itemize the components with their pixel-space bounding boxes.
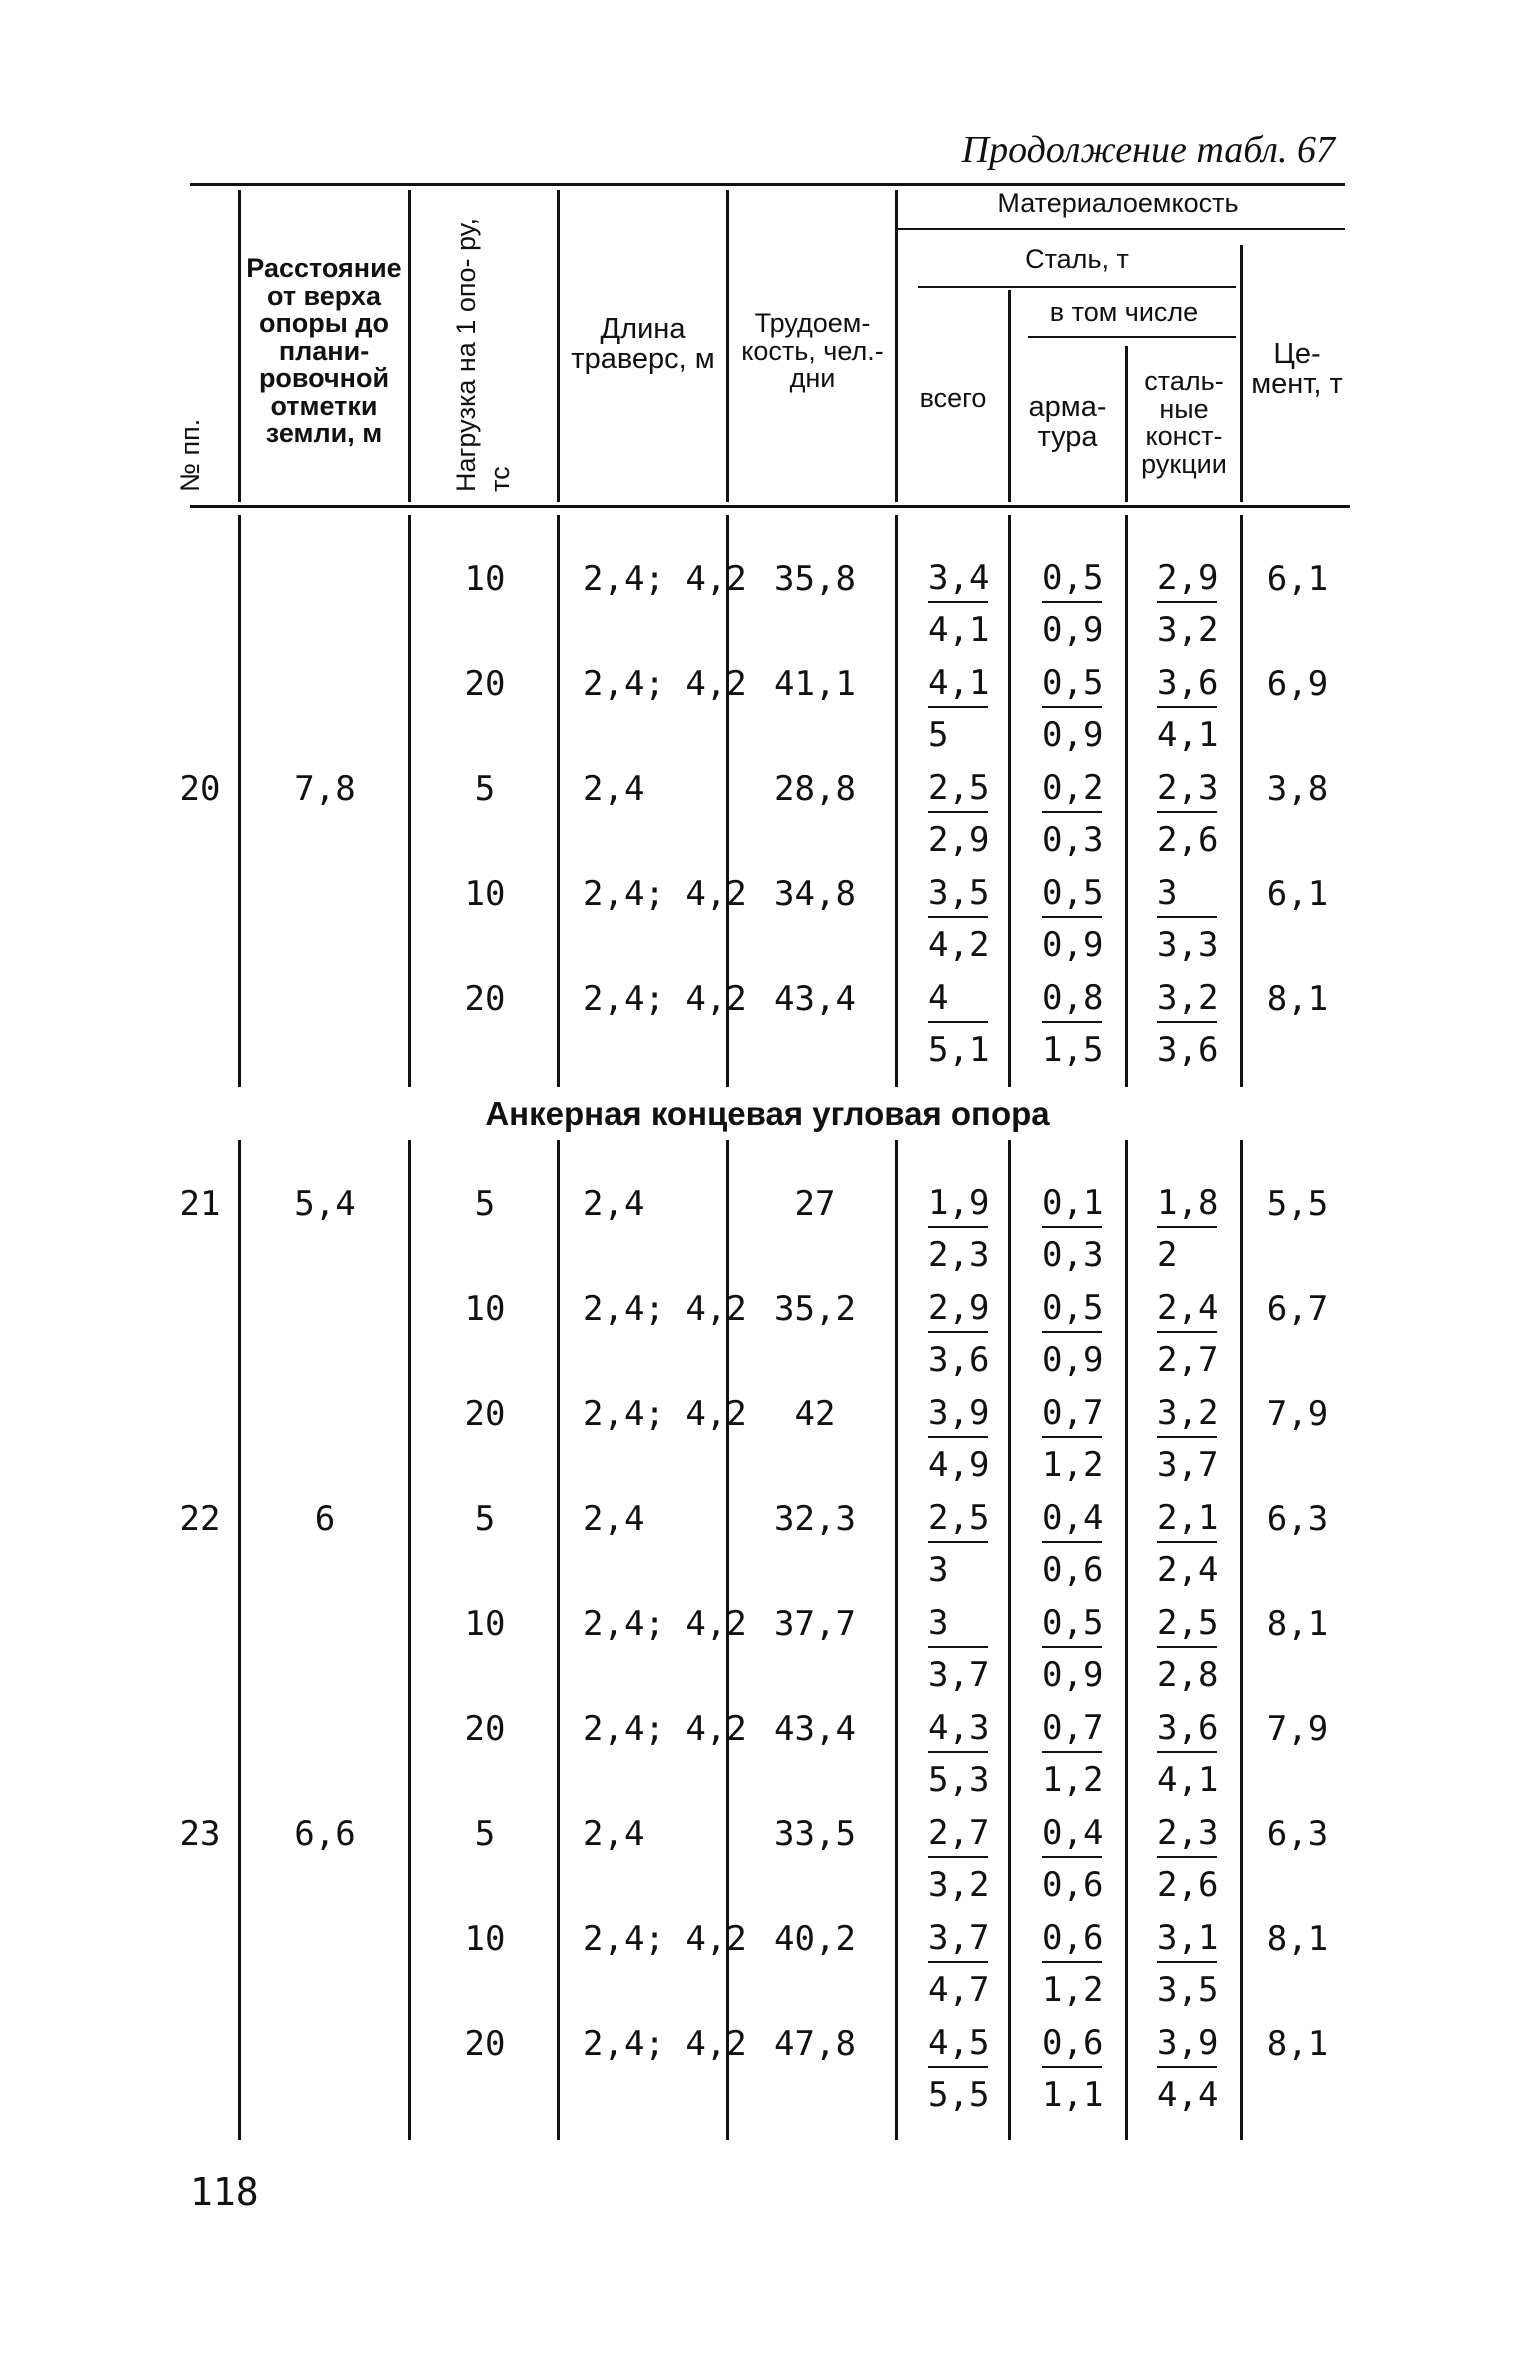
body-col-divider bbox=[557, 1140, 560, 2140]
row-rebar-denominator: 1,1 bbox=[1042, 2075, 1104, 2115]
row-load: 10 bbox=[464, 1919, 506, 1959]
row-rebar-numerator: 0,6 bbox=[1042, 1915, 1102, 1963]
row-rebar-numerator: 0,7 bbox=[1042, 1705, 1102, 1753]
body-col-divider bbox=[1125, 515, 1128, 1087]
row-steel-total-numerator: 2,5 bbox=[928, 1495, 988, 1543]
header-steel: Сталь, т bbox=[1025, 244, 1129, 274]
row-cement: 8,1 bbox=[1266, 979, 1329, 1019]
row-labor: 33,5 bbox=[774, 1814, 856, 1854]
row-load: 5 bbox=[474, 769, 496, 809]
row-steel-struct-numerator: 2,1 bbox=[1157, 1495, 1217, 1543]
row-rebar-denominator: 1,2 bbox=[1042, 1445, 1104, 1485]
row-labor: 41,1 bbox=[774, 664, 856, 704]
row-steel-struct bbox=[1157, 1915, 1217, 2013]
row-length: 2,4 bbox=[583, 769, 645, 809]
row-length: 2,4 bbox=[583, 1184, 645, 1224]
row-rebar bbox=[1042, 1810, 1102, 1908]
row-steel-total-denominator: 3,7 bbox=[928, 1655, 990, 1695]
row-num: 21 bbox=[179, 1184, 221, 1224]
row-steel-struct bbox=[1157, 1495, 1217, 1593]
row-steel-struct bbox=[1157, 1180, 1217, 1278]
row-steel-total-denominator: 3 bbox=[928, 1550, 949, 1590]
row-cement: 8,1 bbox=[1266, 1919, 1329, 1959]
row-length: 2,4 bbox=[583, 1814, 645, 1854]
row-load: 20 bbox=[464, 2024, 506, 2064]
row-rebar-numerator: 0,4 bbox=[1042, 1495, 1102, 1543]
row-labor: 37,7 bbox=[774, 1604, 856, 1644]
row-rebar bbox=[1042, 1495, 1102, 1593]
row-cement: 6,3 bbox=[1266, 1499, 1329, 1539]
row-steel-total bbox=[928, 2020, 988, 2118]
row-rebar bbox=[1042, 1705, 1102, 1803]
row-cement: 8,1 bbox=[1266, 2024, 1329, 2064]
row-steel-struct bbox=[1157, 975, 1217, 1073]
row-steel-total bbox=[928, 660, 988, 758]
row-steel-struct-denominator: 2,6 bbox=[1157, 1865, 1219, 1905]
row-steel-struct bbox=[1157, 870, 1217, 968]
row-steel-struct-denominator: 4,1 bbox=[1157, 1760, 1219, 1800]
row-rebar bbox=[1042, 2020, 1102, 2118]
row-distance: 6,6 bbox=[294, 1814, 356, 1854]
body-col-divider bbox=[408, 515, 411, 1087]
row-steel-struct bbox=[1157, 1600, 1217, 1698]
row-rebar-numerator: 0,2 bbox=[1042, 765, 1102, 813]
row-rebar-denominator: 0,9 bbox=[1042, 610, 1104, 650]
row-steel-total-numerator: 2,7 bbox=[928, 1810, 988, 1858]
body-col-divider bbox=[895, 515, 898, 1087]
row-steel-total-denominator: 3,2 bbox=[928, 1865, 990, 1905]
row-length: 2,4; 4,2 bbox=[583, 1604, 747, 1644]
row-cement: 6,7 bbox=[1266, 1289, 1329, 1329]
row-steel-struct-denominator: 3,7 bbox=[1157, 1445, 1219, 1485]
steel-rule bbox=[918, 286, 1236, 288]
incl-rule bbox=[1028, 336, 1236, 338]
row-steel-struct-numerator: 3,2 bbox=[1157, 975, 1217, 1023]
row-rebar-numerator: 0,8 bbox=[1042, 975, 1102, 1023]
row-rebar-denominator: 0,6 bbox=[1042, 1550, 1104, 1590]
row-rebar-numerator: 0,5 bbox=[1042, 1600, 1102, 1648]
header-num: № пп. bbox=[175, 418, 205, 492]
row-steel-total-numerator: 4 bbox=[928, 975, 988, 1023]
row-labor: 32,3 bbox=[774, 1499, 856, 1539]
row-steel-total-denominator: 2,3 bbox=[928, 1235, 990, 1275]
row-steel-total bbox=[928, 1600, 988, 1698]
row-steel-total-denominator: 5 bbox=[928, 715, 949, 755]
row-steel-total-numerator: 3,7 bbox=[928, 1915, 988, 1963]
row-length: 2,4; 4,2 bbox=[583, 1289, 747, 1329]
row-steel-total bbox=[928, 870, 988, 968]
row-steel-struct-numerator: 2,5 bbox=[1157, 1600, 1217, 1648]
row-load: 10 bbox=[464, 874, 506, 914]
row-labor: 27 bbox=[794, 1184, 836, 1224]
row-load: 5 bbox=[474, 1499, 496, 1539]
body-col-divider bbox=[1240, 1140, 1243, 2140]
hdr-col-divider bbox=[726, 190, 729, 502]
row-cement: 6,1 bbox=[1266, 874, 1329, 914]
row-steel-struct-denominator: 2,4 bbox=[1157, 1550, 1219, 1590]
row-rebar-numerator: 0,7 bbox=[1042, 1390, 1102, 1438]
section-title: Анкерная концевая угловая опора bbox=[485, 1095, 1050, 1132]
row-rebar bbox=[1042, 1390, 1102, 1488]
row-steel-total-denominator: 5,5 bbox=[928, 2075, 990, 2115]
row-steel-struct-denominator: 3,2 bbox=[1157, 610, 1219, 650]
row-steel-struct bbox=[1157, 1705, 1217, 1803]
row-labor: 42 bbox=[794, 1394, 836, 1434]
row-rebar-numerator: 0,6 bbox=[1042, 2020, 1102, 2068]
row-rebar-numerator: 0,1 bbox=[1042, 1180, 1102, 1228]
hdr-col-divider bbox=[895, 190, 898, 502]
row-steel-total bbox=[928, 1810, 988, 1908]
row-steel-total-denominator: 4,7 bbox=[928, 1970, 990, 2010]
row-steel-struct bbox=[1157, 2020, 1217, 2118]
header-load-text: Нагрузка на 1 опо- ру, тс bbox=[451, 218, 515, 492]
row-rebar-numerator: 0,5 bbox=[1042, 870, 1102, 918]
row-cement: 5,5 bbox=[1266, 1184, 1329, 1224]
row-labor: 43,4 bbox=[774, 979, 856, 1019]
row-rebar-denominator: 0,9 bbox=[1042, 1340, 1104, 1380]
row-steel-total-numerator: 2,5 bbox=[928, 765, 988, 813]
table-caption: Продолжение табл. 67 bbox=[961, 129, 1335, 171]
row-labor: 35,2 bbox=[774, 1289, 856, 1329]
row-rebar-denominator: 0,9 bbox=[1042, 1655, 1104, 1695]
row-steel-struct bbox=[1157, 1810, 1217, 1908]
body-col-divider bbox=[238, 1140, 241, 2140]
body-col-divider bbox=[238, 515, 241, 1087]
row-steel-total-numerator: 4,5 bbox=[928, 2020, 988, 2068]
row-steel-struct bbox=[1157, 765, 1217, 863]
header-distance: Расстояние от верха опоры до плани- ровочной отметки земли, м bbox=[246, 253, 402, 449]
row-rebar-denominator: 1,2 bbox=[1042, 1760, 1104, 1800]
row-rebar-denominator: 0,6 bbox=[1042, 1865, 1104, 1905]
row-steel-struct-numerator: 3,9 bbox=[1157, 2020, 1217, 2068]
row-rebar bbox=[1042, 1180, 1102, 1278]
row-load: 10 bbox=[464, 1604, 506, 1644]
header-materials: Материалоемкость bbox=[997, 188, 1239, 218]
row-steel-struct-denominator: 3,6 bbox=[1157, 1030, 1219, 1070]
row-steel-struct-denominator: 2 bbox=[1157, 1235, 1178, 1275]
row-steel-struct-denominator: 4,4 bbox=[1157, 2075, 1219, 2115]
row-steel-total-numerator: 1,9 bbox=[928, 1180, 988, 1228]
row-rebar-denominator: 0,3 bbox=[1042, 1235, 1104, 1275]
row-rebar bbox=[1042, 660, 1102, 758]
row-steel-struct-numerator: 2,4 bbox=[1157, 1285, 1217, 1333]
row-steel-total-denominator: 4,1 bbox=[928, 610, 990, 650]
page-number: 118 bbox=[190, 2170, 259, 2214]
row-load: 20 bbox=[464, 1394, 506, 1434]
header-bottom-rule bbox=[190, 505, 1350, 508]
row-steel-struct-denominator: 3,5 bbox=[1157, 1970, 1219, 2010]
row-steel-total bbox=[928, 975, 988, 1073]
row-load: 10 bbox=[464, 559, 506, 599]
header-length: Длина траверс, м bbox=[571, 313, 715, 375]
row-rebar-numerator: 0,5 bbox=[1042, 1285, 1102, 1333]
row-labor: 43,4 bbox=[774, 1709, 856, 1749]
body-col-divider bbox=[1008, 515, 1011, 1087]
row-steel-total bbox=[928, 1705, 988, 1803]
header-total: всего bbox=[919, 383, 987, 413]
row-steel-struct-numerator: 2,9 bbox=[1157, 555, 1217, 603]
row-steel-struct bbox=[1157, 1390, 1217, 1488]
row-cement: 6,3 bbox=[1266, 1814, 1329, 1854]
row-steel-total-denominator: 4,2 bbox=[928, 925, 990, 965]
row-rebar-denominator: 0,9 bbox=[1042, 715, 1104, 755]
row-steel-total bbox=[928, 765, 988, 863]
row-num: 20 bbox=[179, 769, 221, 809]
row-steel-struct-numerator: 1,8 bbox=[1157, 1180, 1217, 1228]
header-labor: Трудоем- кость, чел.-дни bbox=[741, 308, 884, 394]
row-steel-total bbox=[928, 1180, 988, 1278]
header-load bbox=[450, 202, 518, 492]
row-load: 20 bbox=[464, 979, 506, 1019]
row-steel-struct-denominator: 2,8 bbox=[1157, 1655, 1219, 1695]
row-rebar bbox=[1042, 1285, 1102, 1383]
row-cement: 7,9 bbox=[1266, 1394, 1329, 1434]
row-steel-total-numerator: 3,9 bbox=[928, 1390, 988, 1438]
row-steel-total bbox=[928, 1285, 988, 1383]
row-steel-struct-denominator: 2,7 bbox=[1157, 1340, 1219, 1380]
row-steel-total-numerator: 4,3 bbox=[928, 1705, 988, 1753]
row-steel-struct-denominator: 4,1 bbox=[1157, 715, 1219, 755]
row-rebar-denominator: 0,3 bbox=[1042, 820, 1104, 860]
row-load: 10 bbox=[464, 1289, 506, 1329]
row-labor: 47,8 bbox=[774, 2024, 856, 2064]
row-steel-struct bbox=[1157, 660, 1217, 758]
row-rebar bbox=[1042, 1600, 1102, 1698]
row-rebar-numerator: 0,4 bbox=[1042, 1810, 1102, 1858]
row-distance: 5,4 bbox=[294, 1184, 356, 1224]
row-labor: 40,2 bbox=[774, 1919, 856, 1959]
body-col-divider bbox=[408, 1140, 411, 2140]
row-length: 2,4; 4,2 bbox=[583, 1709, 747, 1749]
row-cement: 7,9 bbox=[1266, 1709, 1329, 1749]
row-length: 2,4; 4,2 bbox=[583, 874, 747, 914]
row-rebar bbox=[1042, 765, 1102, 863]
row-length: 2,4; 4,2 bbox=[583, 979, 747, 1019]
body-col-divider bbox=[1008, 1140, 1011, 2140]
row-steel-struct-denominator: 3,3 bbox=[1157, 925, 1219, 965]
row-length: 2,4; 4,2 bbox=[583, 1394, 747, 1434]
header-cement: Це- мент, т bbox=[1251, 338, 1343, 400]
body-col-divider bbox=[1240, 515, 1243, 1087]
row-steel-total-denominator: 5,3 bbox=[928, 1760, 990, 1800]
row-steel-struct bbox=[1157, 555, 1217, 653]
row-steel-struct-numerator: 2,3 bbox=[1157, 765, 1217, 813]
row-load: 5 bbox=[474, 1814, 496, 1854]
row-rebar bbox=[1042, 1915, 1102, 2013]
row-steel-struct-numerator: 3 bbox=[1157, 870, 1217, 918]
row-steel-struct-numerator: 3,2 bbox=[1157, 1390, 1217, 1438]
row-steel-struct-numerator: 3,1 bbox=[1157, 1915, 1217, 1963]
row-rebar-denominator: 1,5 bbox=[1042, 1030, 1104, 1070]
row-steel-total-numerator: 2,9 bbox=[928, 1285, 988, 1333]
header-incl: в том числе bbox=[1049, 297, 1199, 327]
body-col-divider bbox=[895, 1140, 898, 2140]
row-cement: 6,9 bbox=[1266, 664, 1329, 704]
body-col-divider bbox=[557, 515, 560, 1087]
hdr-col-divider bbox=[408, 190, 411, 502]
row-labor: 28,8 bbox=[774, 769, 856, 809]
row-steel-total-numerator: 3,5 bbox=[928, 870, 988, 918]
header-rebar: арма- тура bbox=[1028, 391, 1107, 453]
row-cement: 6,1 bbox=[1266, 559, 1329, 599]
row-steel-total bbox=[928, 1915, 988, 2013]
row-length: 2,4; 4,2 bbox=[583, 1919, 747, 1959]
row-steel-total-denominator: 5,1 bbox=[928, 1030, 990, 1070]
header-steelstruct: сталь- ные конст- рукции bbox=[1141, 366, 1227, 479]
row-length: 2,4 bbox=[583, 1499, 645, 1539]
row-steel-struct bbox=[1157, 1285, 1217, 1383]
row-steel-struct-numerator: 3,6 bbox=[1157, 660, 1217, 708]
row-distance: 7,8 bbox=[294, 769, 356, 809]
row-labor: 35,8 bbox=[774, 559, 856, 599]
row-load: 5 bbox=[474, 1184, 496, 1224]
header-top-rule bbox=[190, 183, 1345, 186]
row-steel-struct-numerator: 2,3 bbox=[1157, 1810, 1217, 1858]
row-length: 2,4; 4,2 bbox=[583, 2024, 747, 2064]
row-steel-struct-denominator: 2,6 bbox=[1157, 820, 1219, 860]
row-cement: 3,8 bbox=[1266, 769, 1329, 809]
row-rebar-denominator: 1,2 bbox=[1042, 1970, 1104, 2010]
row-load: 20 bbox=[464, 1709, 506, 1749]
row-steel-total bbox=[928, 555, 988, 653]
row-rebar-numerator: 0,5 bbox=[1042, 555, 1102, 603]
row-num: 23 bbox=[179, 1814, 221, 1854]
row-rebar bbox=[1042, 975, 1102, 1073]
body-col-divider bbox=[1125, 1140, 1128, 2140]
row-steel-total bbox=[928, 1495, 988, 1593]
row-rebar bbox=[1042, 870, 1102, 968]
row-rebar bbox=[1042, 555, 1102, 653]
row-steel-total-numerator: 3 bbox=[928, 1600, 988, 1648]
row-steel-total-denominator: 4,9 bbox=[928, 1445, 990, 1485]
row-steel-total-numerator: 4,1 bbox=[928, 660, 988, 708]
row-cement: 8,1 bbox=[1266, 1604, 1329, 1644]
row-length: 2,4; 4,2 bbox=[583, 559, 747, 599]
row-steel-total bbox=[928, 1390, 988, 1488]
row-num: 22 bbox=[179, 1499, 221, 1539]
row-length: 2,4; 4,2 bbox=[583, 664, 747, 704]
row-steel-total-denominator: 3,6 bbox=[928, 1340, 990, 1380]
row-steel-total-denominator: 2,9 bbox=[928, 820, 990, 860]
row-distance: 6 bbox=[314, 1499, 336, 1539]
row-rebar-numerator: 0,5 bbox=[1042, 660, 1102, 708]
materials-rule bbox=[898, 228, 1345, 230]
row-rebar-denominator: 0,9 bbox=[1042, 925, 1104, 965]
row-labor: 34,8 bbox=[774, 874, 856, 914]
row-load: 20 bbox=[464, 664, 506, 704]
row-steel-struct-numerator: 3,6 bbox=[1157, 1705, 1217, 1753]
row-steel-total-numerator: 3,4 bbox=[928, 555, 988, 603]
